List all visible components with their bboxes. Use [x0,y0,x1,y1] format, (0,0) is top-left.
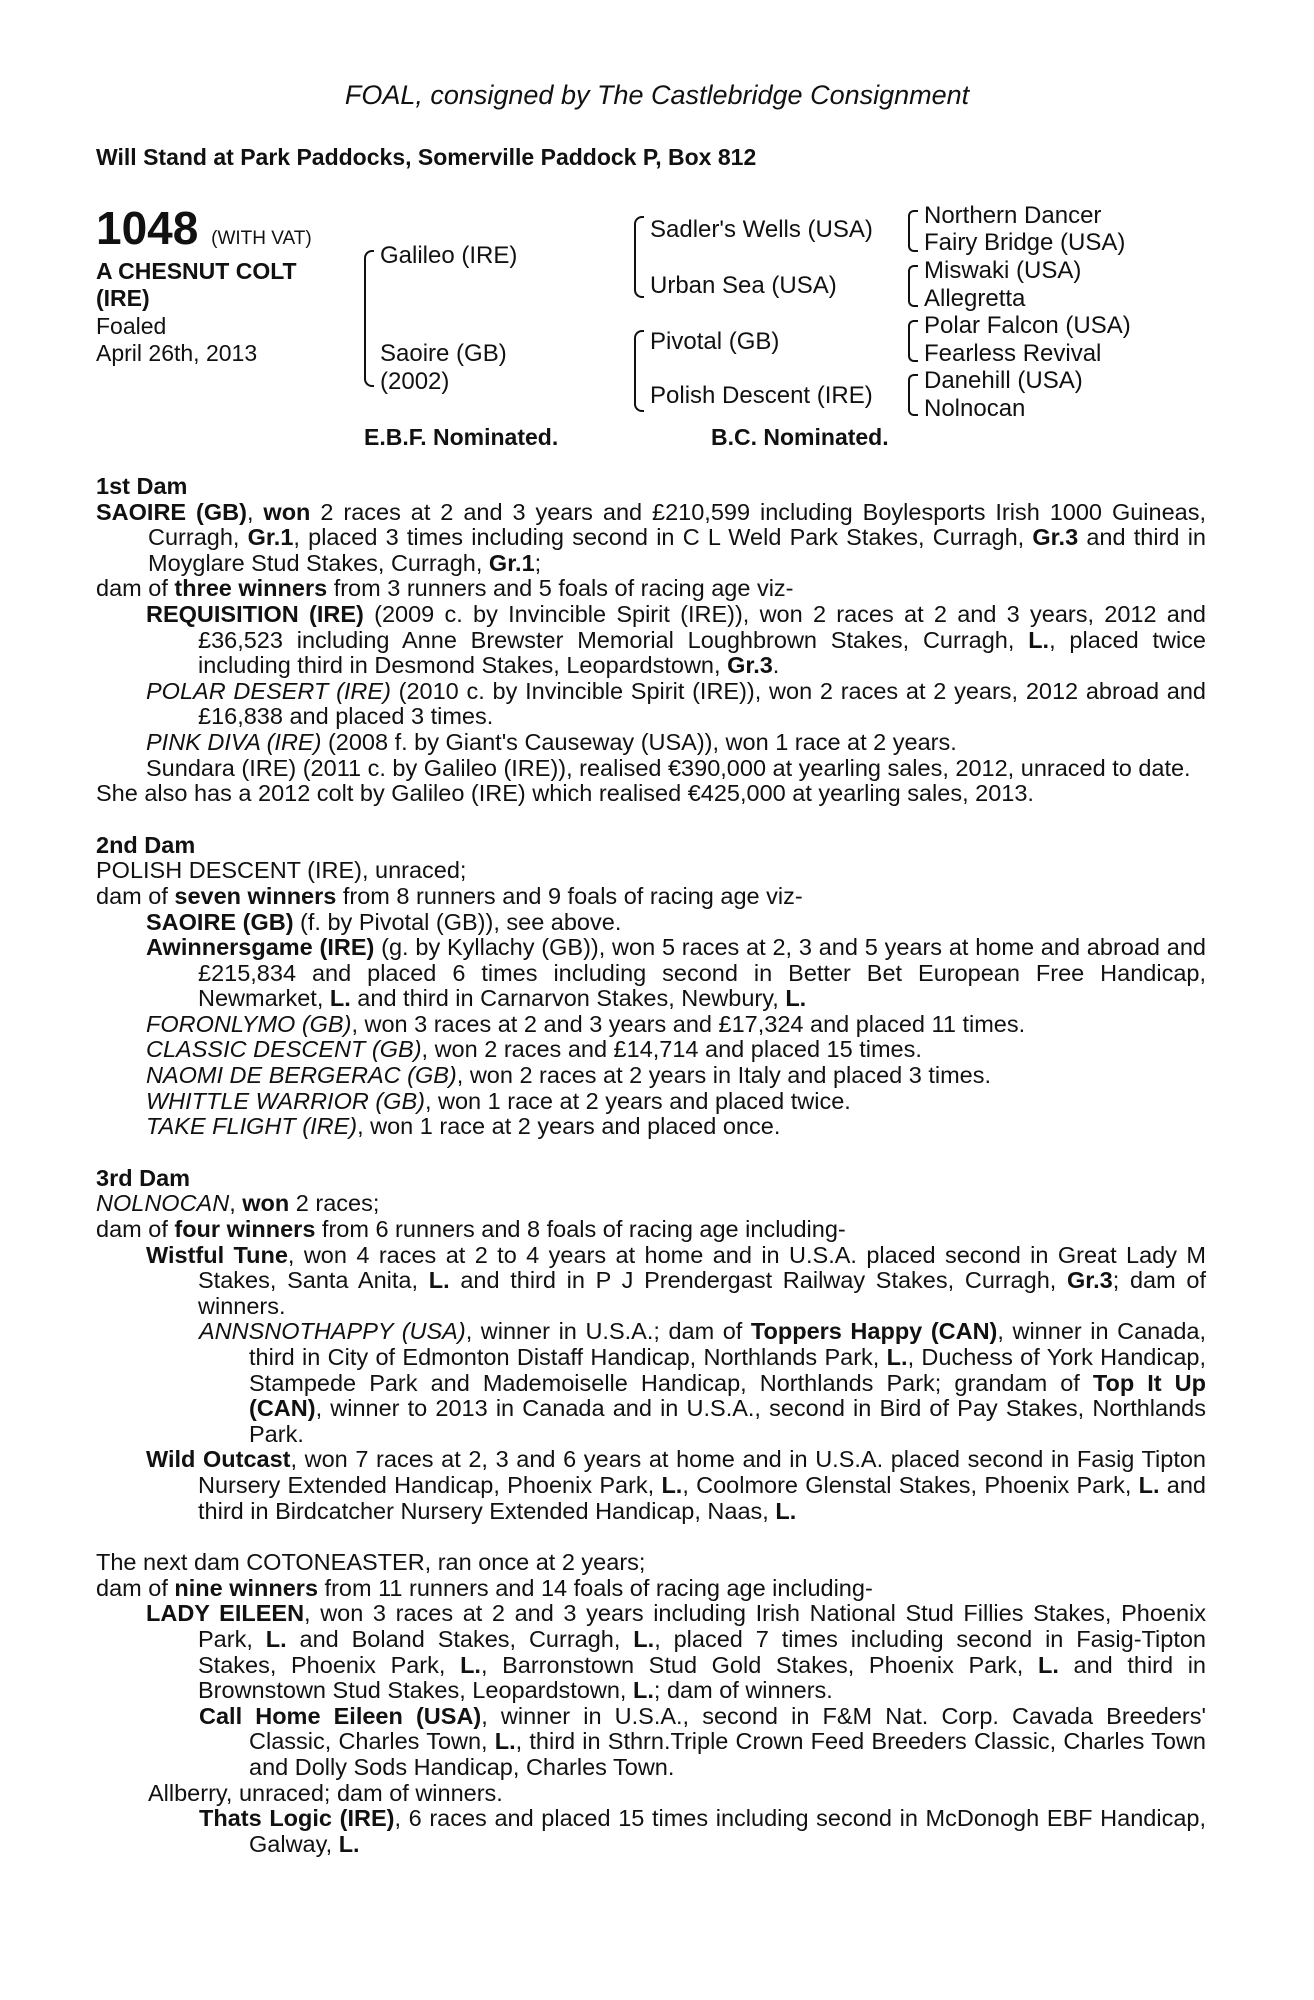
pedigree-notes [96,474,1206,1857]
produce-take-flight: TAKE FLIGHT (IRE), won 1 race at 2 years and placed once. [146,1113,781,1140]
pedigree-brace-g4 [908,374,918,416]
third-dam-record: NOLNOCAN, won 2 races; [96,1190,380,1217]
pedigree-g6: Fearless Revival [924,340,1102,367]
pedigree-dam: Saoire (GB) [380,340,507,367]
third-dam-produce: dam of four winners from 6 runners and 8 foals of racing age including- [96,1216,846,1243]
second-dam-heading: 2nd Dam [96,831,196,858]
pedigree-g1: Northern Dancer [924,202,1102,229]
produce-polar-desert: POLAR DESERT (IRE) (2010 c. by Invincible Spirit (IRE)), won 2 races at 2 years, 2012 abroad and £16,838 and placed 3 times. [146,677,1206,730]
produce-lady-eileen: LADY EILEEN, won 3 races at 2 and 3 years including Irish National Stud Fillies Stakes, Phoenix Park, L. and Boland Stakes, Curragh, L., placed 7 times including second in Fasig-Tipton Stakes, Phoenix Park, L., Barronstown Stud Gold Stakes, Phoenix Park, L. and third in Brownstown Stud Stakes, Leopardstown, L.; dam of winners. [146,1600,1207,1704]
produce-thats-logic: Thats Logic (IRE), 6 races and placed 15 times including second in McDonogh EBF Handicap, Galway, L. [199,1805,1206,1857]
pedigree-g3: Miswaki (USA) [924,257,1082,284]
pedigree-brace-g2 [908,265,918,307]
pedigree-g4: Allegretta [924,285,1026,312]
produce-saoire: SAOIRE (GB) (f. by Pivotal (GB)), see above. [146,908,622,935]
pedigree-g5: Polar Falcon (USA) [924,312,1131,339]
next-dam-produce: dam of nine winners from 11 runners and 14 foals of racing age including- [96,1574,873,1601]
lot-vat: (WITH VAT) [211,228,312,249]
produce-allberry: Allberry, unraced; dam of winners. [148,1779,503,1806]
lot-number-block [96,202,312,254]
produce-wistful-tune: Wistful Tune, won 4 races at 2 to 4 years at home and in U.S.A. placed second in Great Lady M Stakes, Santa Anita, L. and third in P J Prendergast Railway Stakes, Curragh, Gr.3; dam of winners. [146,1241,1207,1319]
third-dam-heading: 3rd Dam [96,1164,191,1191]
pedigree-brace-g1 [908,210,918,252]
pedigree-sire-dam: Urban Sea (USA) [650,272,837,299]
pedigree-dam-sire: Pivotal (GB) [650,328,780,355]
lot-description [96,258,297,312]
pedigree-brace-g3 [908,320,918,362]
pedigree-brace-main [364,250,374,387]
produce-awinnersgame: Awinnersgame (IRE) (g. by Kyllachy (GB)), won 5 races at 2, 3 and 5 years at home and abroad and £215,834 and placed 6 times including second in Better Bet European Free Handicap, Newmarket, L. and third in Carnarvon Stakes, Newbury, L. [146,934,1206,1012]
pedigree-g2: Fairy Bridge (USA) [924,229,1126,256]
pedigree-sire: Galileo (IRE) [380,242,518,269]
ebf-nominated: E.B.F. Nominated. [364,424,559,450]
pedigree-brace-dam [634,330,644,412]
next-dam-record: The next dam COTONEASTER, ran once at 2 years; [96,1549,646,1576]
produce-wild-outcast: Wild Outcast, won 7 races at 2, 3 and 6 years at home and in U.S.A. placed second in Fasig Tipton Nursery Extended Handicap, Phoenix Park, L., Coolmore Glenstal Stakes, Phoenix Park, L. and third in Birdcatcher Nursery Extended Handicap, Naas, L. [146,1446,1206,1524]
foaled-label: Foaled [96,313,167,339]
produce-sundara: Sundara (IRE) (2011 c. by Galileo (IRE)), realised €390,000 at yearling sales, 2012, unraced to date. [146,754,1191,781]
second-dam-produce: dam of seven winners from 8 runners and 9 foals of racing age viz- [96,882,803,909]
stand-location: Will Stand at Park Paddocks, Somerville Paddock P, Box 812 [96,144,757,170]
produce-call-home-eileen: Call Home Eileen (USA), winner in U.S.A., second in F&M Nat. Corp. Cavada Breeders' Classic, Charles Town, L., third in Sthrn.Triple Crown Feed Breeders Classic, Charles Town and Dolly Sods Handicap, Charles Town. [199,1702,1206,1780]
lot-desc-line2: (IRE) [96,285,150,311]
pedigree-sire-sire: Sadler's Wells (USA) [650,216,873,243]
produce-whittle-warrior: WHITTLE WARRIOR (GB), won 1 race at 2 years and placed twice. [146,1087,851,1114]
catalogue-title: FOAL, consigned by The Castlebridge Consignment [344,80,970,110]
pedigree-dam-dam: Polish Descent (IRE) [650,382,873,409]
second-dam-record: POLISH DESCENT (IRE), unraced; [96,857,467,884]
produce-naomi-de-bergerac: NAOMI DE BERGERAC (GB), won 2 races at 2 years in Italy and placed 3 times. [146,1062,992,1089]
first-dam-heading: 1st Dam [96,473,188,499]
bc-nominated: B.C. Nominated. [711,424,889,450]
pedigree-dam-year: (2002) [380,368,450,395]
foaled-date: April 26th, 2013 [96,340,258,366]
first-dam-produce: dam of three winners from 3 runners and 5 foals of racing age viz- [96,575,794,602]
first-dam-also: She also has a 2012 colt by Galileo (IRE) which realised €425,000 at yearling sales, 2013. [96,780,1034,807]
lot-desc-line1: A CHESNUT COLT [96,258,297,284]
lot-number: 1048 [96,202,199,254]
produce-annsnothappy: ANNSNOTHAPPY (USA), winner in U.S.A.; dam of Toppers Happy (CAN), winner in Canada, third in City of Edmonton Distaff Handicap, Northlands Park, L., Duchess of York Handicap, Stampede Park and Mademoiselle Handicap, Northlands Park; grandam of Top It Up (CAN), winner to 2013 in Canada and in U.S.A., second in Bird of Pay Stakes, Northlands Park. [199,1318,1207,1447]
pedigree-g8: Nolnocan [924,395,1026,422]
pedigree-g7: Danehill (USA) [924,367,1083,394]
produce-requisition: REQUISITION (IRE) (2009 c. by Invincible Spirit (IRE)), won 2 races at 2 and 3 years, 2012 and £36,523 including Anne Brewster Memorial Loughbrown Stakes, Curragh, L., placed twice including third in Desmond Stakes, Leopardstown, Gr.3. [146,600,1206,679]
produce-classic-descent: CLASSIC DESCENT (GB), won 2 races and £14,714 and placed 15 times. [146,1036,922,1063]
produce-pink-diva: PINK DIVA (IRE) (2008 f. by Giant's Causeway (USA)), won 1 race at 2 years. [146,728,957,755]
pedigree-brace-sire [634,216,644,298]
lot-foaled [96,313,257,367]
produce-foronlymo: FORONLYMO (GB), won 3 races at 2 and 3 years and £17,324 and placed 11 times. [146,1010,1026,1037]
first-dam-record: SAOIRE (GB), won 2 races at 2 and 3 years and £210,599 including Boylesports Irish 1000 Guineas, Curragh, Gr.1, placed 3 times including second in C L Weld Park Stakes, Curragh, Gr.3 and third in Moyglare Stud Stakes, Curragh, Gr.1; [96,498,1206,576]
